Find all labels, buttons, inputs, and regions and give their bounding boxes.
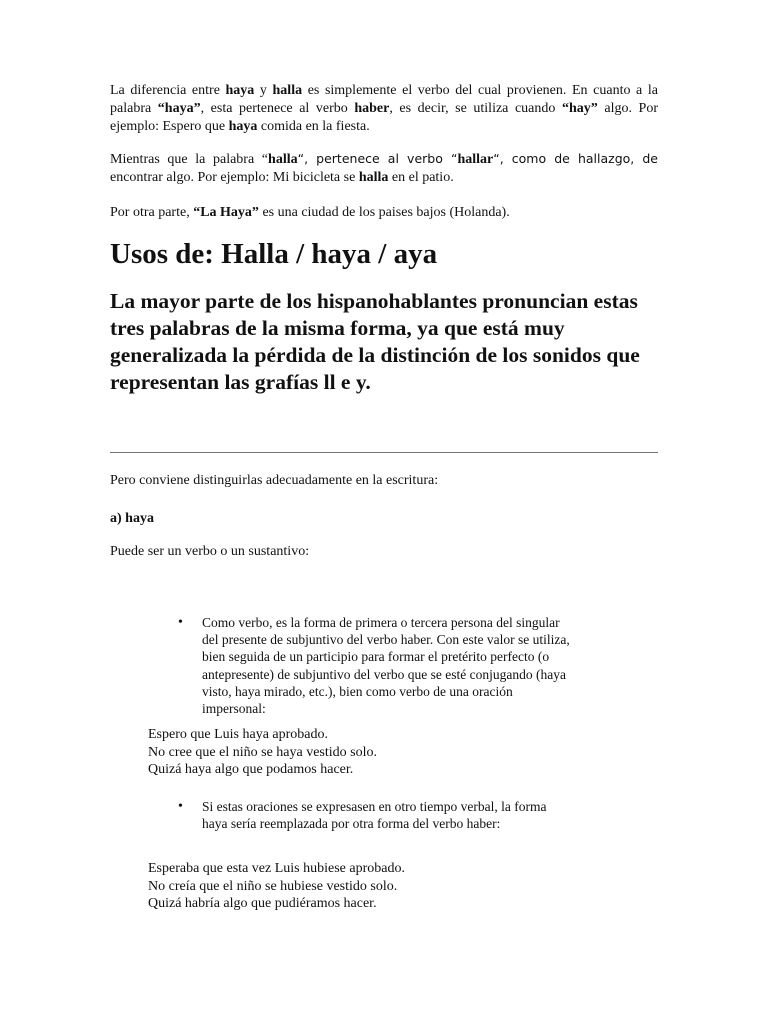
example-sentence: Quizá habría algo que pudiéramos hacer. bbox=[148, 896, 377, 911]
text-run: , es decir, se utiliza cuando bbox=[389, 101, 562, 116]
intro-paragraph-2 bbox=[110, 150, 658, 187]
text-run: es una ciudad de los paises bajos (Holanda). bbox=[258, 205, 510, 220]
text-run: Mientras que la palabra “ bbox=[110, 152, 269, 167]
list-item bbox=[178, 614, 572, 717]
text-run: algo. Por ejemplo: Espero que bbox=[110, 101, 658, 134]
subheading: La mayor parte de los hispanohablantes pronuncian estas tres palabras de la misma forma, ya que está muy generalizada la pérdida de la distinción de los sonidos que representan las grafías ll e y. bbox=[110, 289, 640, 394]
section-lead: Pero conviene distinguirlas adecuadamente en la escritura: bbox=[110, 473, 439, 488]
example-sentence: Quizá haya algo que podamos hacer. bbox=[148, 762, 354, 777]
bold-term: haber bbox=[354, 101, 390, 116]
text-run: encontrar algo. Por ejemplo: Mi bicicleta se bbox=[110, 170, 359, 185]
bullet-icon: • bbox=[178, 615, 183, 630]
bold-term: “La Haya” bbox=[193, 205, 259, 220]
text-run: comida en la fiesta. bbox=[257, 119, 370, 134]
list-item-text: Como verbo, es la forma de primera o tercera persona del singular del presente de subjuntivo del verbo haber. Con este valor se utiliza, bien seguida de un participio para formar el pretérito perfecto (o antepresente) de subjuntivo del verbo que se esté conjugando (haya visto, haya mirado, etc.), bien como verbo de una oración impersonal: bbox=[202, 615, 570, 717]
text-run: “, como de hallazgo, de bbox=[493, 151, 658, 166]
intro-paragraph-3 bbox=[110, 204, 510, 222]
page-heading: Usos de: Halla / haya / aya bbox=[110, 238, 438, 270]
list-item bbox=[178, 798, 572, 832]
intro-paragraph-1 bbox=[110, 82, 658, 136]
list-item-text: Si estas oraciones se expresasen en otro tiempo verbal, la forma haya sería reemplazada por otra forma del verbo haber: bbox=[202, 799, 547, 832]
example-sentence: No creía que el niño se hubiese vestido solo. bbox=[148, 878, 398, 894]
text-run: en el patio. bbox=[388, 170, 454, 185]
text-run: “, pertenece al verbo “ bbox=[297, 151, 458, 166]
bold-term: halla bbox=[268, 152, 298, 167]
bold-term: “hay” bbox=[561, 101, 598, 116]
bold-term: hallar bbox=[457, 152, 494, 167]
example-sentence: Espero que Luis haya aprobado. bbox=[148, 727, 328, 742]
text-run: es simplemente el verbo del cual provienen. En cuanto a la palabra bbox=[110, 83, 658, 116]
bold-term: halla bbox=[358, 170, 389, 185]
section-description: Puede ser un verbo o un sustantivo: bbox=[110, 544, 310, 559]
bold-term: haya bbox=[225, 83, 255, 98]
bold-term: halla bbox=[272, 83, 303, 98]
example-sentence: No cree que el niño se haya vestido solo. bbox=[148, 744, 377, 760]
example-group-2 bbox=[148, 860, 405, 913]
bold-term: “haya” bbox=[157, 101, 201, 116]
horizontal-divider bbox=[110, 452, 658, 453]
text-run: La diferencia entre bbox=[110, 83, 226, 98]
section-label: a) haya bbox=[110, 511, 154, 526]
text-run: , esta pertenece al verbo bbox=[200, 101, 355, 116]
text-run: y bbox=[254, 83, 273, 98]
bold-term: haya bbox=[228, 119, 258, 134]
example-group-1 bbox=[148, 726, 377, 779]
bullet-icon: • bbox=[178, 799, 183, 814]
example-sentence: Esperaba que esta vez Luis hubiese aprobado. bbox=[148, 861, 405, 876]
text-run: Por otra parte, bbox=[110, 205, 194, 220]
